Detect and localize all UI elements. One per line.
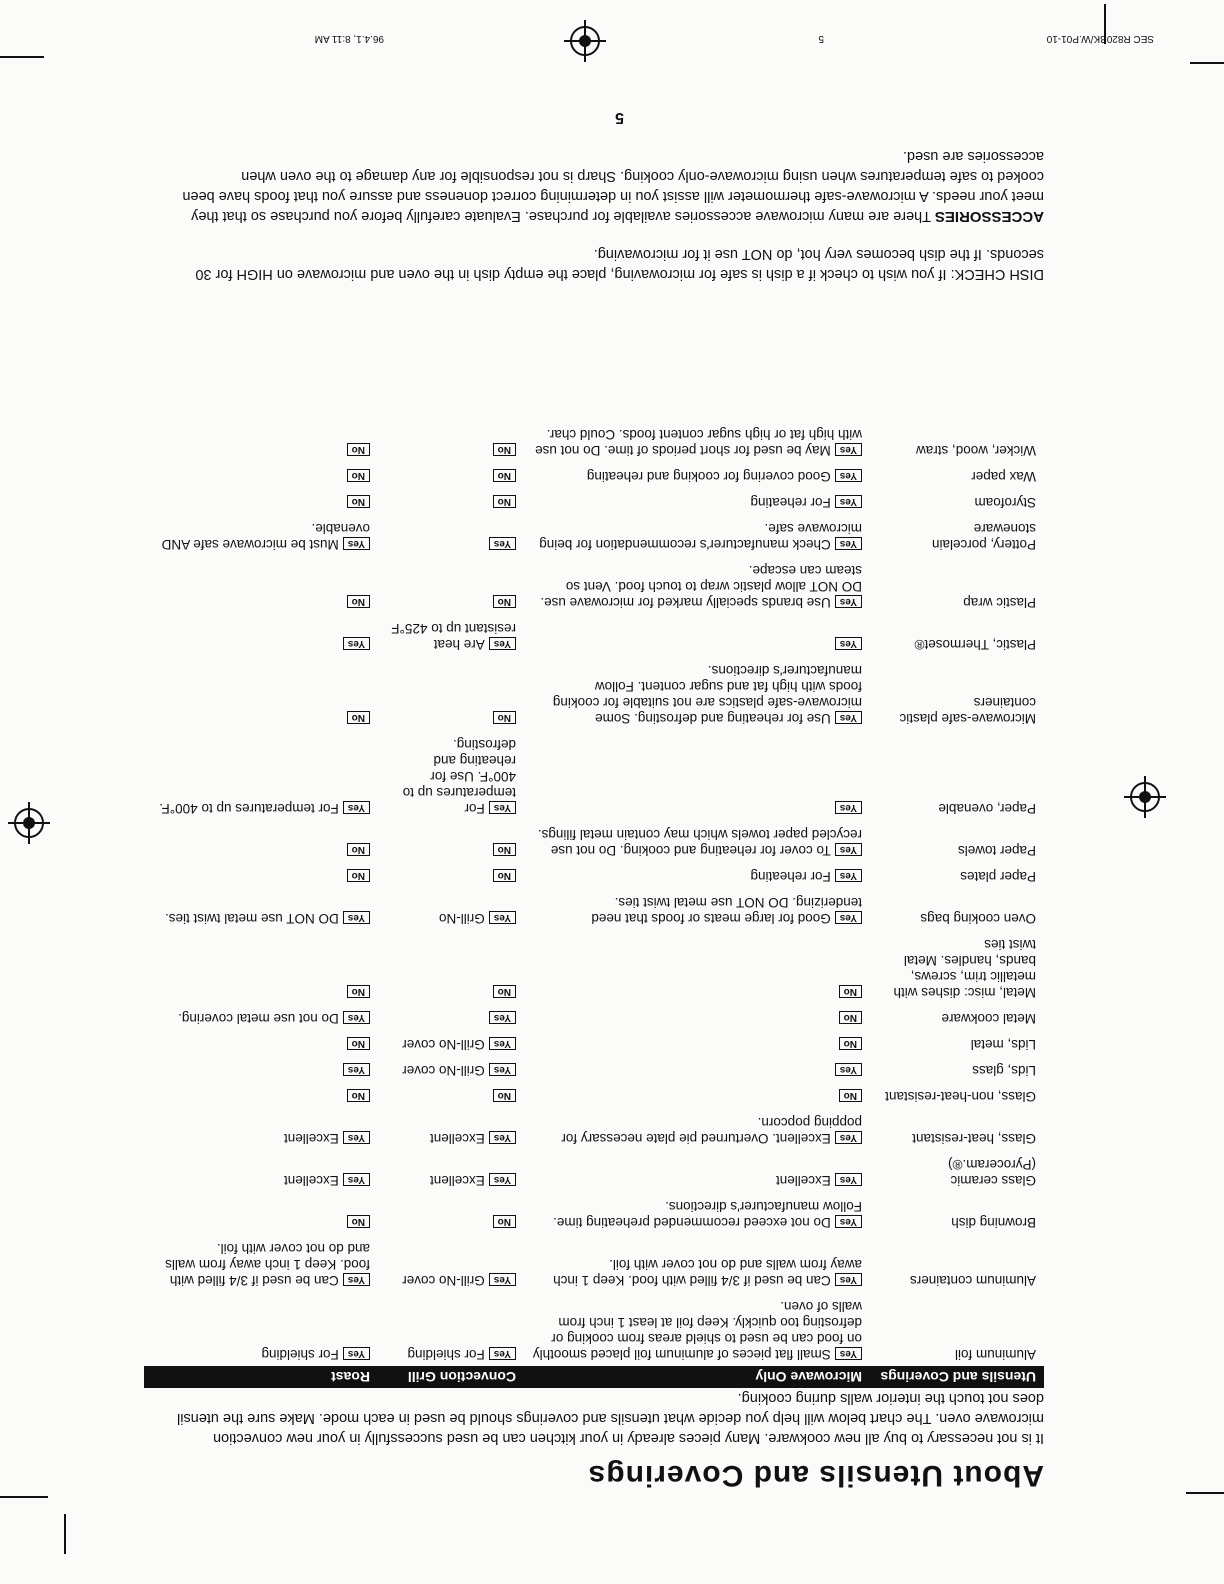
table-row xyxy=(144,930,1044,1004)
microwave-cell xyxy=(524,488,870,514)
convection-grill-note: Grill-No cover xyxy=(402,1063,485,1078)
utensil-name: Microwave-safe plastic containers xyxy=(899,695,1036,726)
roast-cell xyxy=(144,1082,378,1108)
accessories-label: ACCESSORIES xyxy=(934,208,1044,225)
table-row xyxy=(144,888,1044,930)
crop-mark xyxy=(0,1496,48,1498)
utensil-name: Glass ceramic (Pyroceram.®) xyxy=(948,1157,1036,1188)
table-row xyxy=(144,1082,1044,1108)
convection-grill-yes-no-badge: No xyxy=(493,1089,516,1102)
microwave-note: Good covering for cooking and reheating xyxy=(586,469,831,484)
crop-mark xyxy=(1186,1492,1224,1494)
convection-grill-cell xyxy=(378,930,524,1004)
microwave-cell xyxy=(524,820,870,862)
convection-grill-yes-no-badge: No xyxy=(493,443,516,456)
convection-grill-cell xyxy=(378,888,524,930)
registration-mark-icon xyxy=(570,26,600,56)
roast-note: Excellent xyxy=(283,1131,339,1146)
roast-cell xyxy=(144,1030,378,1056)
roast-yes-no-badge: Yes xyxy=(343,637,370,650)
microwave-yes-no-badge: Yes xyxy=(835,1131,862,1144)
table-row xyxy=(144,862,1044,888)
convection-grill-yes-no-badge: Yes xyxy=(489,1063,516,1076)
table-row xyxy=(144,514,1044,556)
convection-grill-cell xyxy=(378,556,524,614)
microwave-cell xyxy=(524,862,870,888)
convection-grill-yes-no-badge: Yes xyxy=(489,1011,516,1024)
table-row xyxy=(144,1150,1044,1192)
convection-grill-yes-no-badge: Yes xyxy=(489,637,516,650)
microwave-cell xyxy=(524,462,870,488)
roast-yes-no-badge: No xyxy=(347,869,370,882)
table-row xyxy=(144,656,1044,730)
microwave-cell xyxy=(524,420,870,462)
microwave-yes-no-badge: Yes xyxy=(835,595,862,608)
utensils-table xyxy=(144,420,1044,1388)
accessories-text: There are many microwave accessories available for purchase. Evaluate carefully before you purchase so that they meet your needs. A microwave-safe thermometer will assist you in determining correct doneness and assure you that foods have been cooked to safe temperatures when using microwave-only cooking. Sharp is not responsible for any damage to the oven when accessories are used. xyxy=(182,148,1044,224)
utensil-name: Metal cookware xyxy=(941,1011,1036,1026)
convection-grill-yes-no-badge: Yes xyxy=(489,911,516,924)
roast-yes-no-badge: Yes xyxy=(343,1173,370,1186)
convection-grill-cell xyxy=(378,514,524,556)
microwave-cell xyxy=(524,1234,870,1292)
convection-grill-cell xyxy=(378,1234,524,1292)
microwave-yes-no-badge: No xyxy=(839,1089,862,1102)
microwave-note: Use brands specially marked for microwave use. DO NOT allow plastic wrap to touch food. Vent so steam can escape. xyxy=(540,563,862,610)
utensil-name: Oven cooking bags xyxy=(920,911,1036,926)
microwave-yes-no-badge: Yes xyxy=(835,843,862,856)
utensil-name: Aluminum foil xyxy=(954,1347,1036,1362)
registration-mark-icon xyxy=(14,808,44,838)
roast-yes-no-badge: Yes xyxy=(343,1063,370,1076)
table-row xyxy=(144,1192,1044,1234)
microwave-yes-no-badge: Yes xyxy=(835,801,862,814)
microwave-cell xyxy=(524,1082,870,1108)
table-row xyxy=(144,730,1044,820)
roast-cell xyxy=(144,462,378,488)
microwave-cell xyxy=(524,930,870,1004)
footer-page: 5 xyxy=(818,33,824,44)
convection-grill-note: Grill-No cover xyxy=(402,1273,485,1288)
microwave-yes-no-badge: Yes xyxy=(835,637,862,650)
microwave-yes-no-badge: Yes xyxy=(835,495,862,508)
convection-grill-cell xyxy=(378,420,524,462)
footer-job-code: SEC R820BK/W.P01-10 xyxy=(1046,33,1154,44)
roast-yes-no-badge: No xyxy=(347,711,370,724)
table-row xyxy=(144,1030,1044,1056)
convection-grill-cell xyxy=(378,1056,524,1082)
microwave-yes-no-badge: Yes xyxy=(835,1215,862,1228)
convection-grill-yes-no-badge: Yes xyxy=(489,537,516,550)
roast-yes-no-badge: Yes xyxy=(343,1131,370,1144)
microwave-cell xyxy=(524,1150,870,1192)
roast-cell xyxy=(144,888,378,930)
roast-cell xyxy=(144,488,378,514)
table-row xyxy=(144,1234,1044,1292)
microwave-note: Small flat pieces of aluminum foil placed smoothly on food can be used to shield areas from cooking or defrosting too quickly. Keep foil at least 1 inch from walls of oven. xyxy=(532,1299,862,1362)
roast-cell xyxy=(144,556,378,614)
table-row xyxy=(144,462,1044,488)
roast-note: Excellent xyxy=(283,1173,339,1188)
convection-grill-note: Excellent xyxy=(429,1131,485,1146)
convection-grill-cell xyxy=(378,488,524,514)
convection-grill-cell xyxy=(378,1192,524,1234)
roast-yes-no-badge: Yes xyxy=(343,1273,370,1286)
microwave-cell xyxy=(524,514,870,556)
utensil-name: Wicker, wood, straw xyxy=(915,443,1036,458)
table-row xyxy=(144,820,1044,862)
microwave-note: Excellent. Overturned pie plate necessary for popping popcorn. xyxy=(561,1115,862,1146)
table-row xyxy=(144,1108,1044,1150)
utensil-name: Lids, glass xyxy=(972,1063,1036,1078)
microwave-yes-no-badge: Yes xyxy=(835,469,862,482)
roast-yes-no-badge: Yes xyxy=(343,911,370,924)
table-body xyxy=(144,420,1044,1366)
convection-grill-cell xyxy=(378,1004,524,1030)
microwave-yes-no-badge: Yes xyxy=(835,537,862,550)
roast-yes-no-badge: No xyxy=(347,985,370,998)
microwave-yes-no-badge: Yes xyxy=(835,1347,862,1360)
microwave-note: Use for reheating and defrosting. Some microwave-safe plastics are not suitable for cooking foods with high fat and sugar content. Follow manufacturer's directions. xyxy=(552,663,862,726)
convection-grill-note: Are heat resistant up to 425°F xyxy=(391,621,516,652)
microwave-note: For reheating xyxy=(750,495,831,510)
roast-cell xyxy=(144,1192,378,1234)
convection-grill-yes-no-badge: Yes xyxy=(489,1347,516,1360)
dish-check-note: DISH CHECK: If you wish to check if a dish is safe for microwaving, place the empty dish in the oven and microwave on HIGH for 30 seconds. If the dish becomes very hot, do NOT use it for microwaving. xyxy=(195,246,1044,282)
roast-cell xyxy=(144,614,378,656)
convection-grill-cell xyxy=(378,1030,524,1056)
microwave-yes-no-badge: Yes xyxy=(835,711,862,724)
roast-yes-no-badge: Yes xyxy=(343,1347,370,1360)
convection-grill-yes-no-badge: No xyxy=(493,843,516,856)
microwave-yes-no-badge: No xyxy=(839,985,862,998)
header-utensils: Utensils and Coverings xyxy=(870,1366,1044,1388)
convection-grill-yes-no-badge: No xyxy=(493,495,516,508)
roast-cell xyxy=(144,1056,378,1082)
roast-yes-no-badge: No xyxy=(347,469,370,482)
roast-yes-no-badge: No xyxy=(347,1215,370,1228)
table-row xyxy=(144,614,1044,656)
roast-note: DO NOT use metal twist ties. xyxy=(164,911,339,926)
microwave-note: To cover for reheating and cooking. Do not use recycled paper towels which may contain metal filings. xyxy=(537,827,862,858)
convection-grill-cell xyxy=(378,656,524,730)
utensil-name: Plastic wrap xyxy=(963,595,1036,610)
roast-cell xyxy=(144,1004,378,1030)
convection-grill-cell xyxy=(378,1292,524,1366)
microwave-note: Do not exceed recommended preheating time. Follow manufacturer's directions. xyxy=(553,1199,862,1230)
table-row xyxy=(144,1004,1044,1030)
convection-grill-cell xyxy=(378,820,524,862)
microwave-cell xyxy=(524,1192,870,1234)
microwave-yes-no-badge: Yes xyxy=(835,443,862,456)
page-number: 5 xyxy=(615,109,624,126)
convection-grill-yes-no-badge: No xyxy=(493,469,516,482)
roast-cell xyxy=(144,1292,378,1366)
utensil-name: Glass, non-heat-resistant xyxy=(885,1089,1036,1104)
intro-paragraph: It is not necessary to buy all new cookware. Many pieces already in your kitchen can be used successfully in your new convection microwave oven. The chart below will help you decide what utensils and coverings should be used in each mode. Make sure the utensil does not touch the interior walls during cooking. xyxy=(177,1390,1044,1446)
convection-grill-note: Grill-No cover xyxy=(402,1037,485,1052)
roast-cell xyxy=(144,514,378,556)
convection-grill-cell xyxy=(378,462,524,488)
header-microwave-only: Microwave Only xyxy=(524,1366,870,1388)
roast-cell xyxy=(144,656,378,730)
table-row xyxy=(144,1292,1044,1366)
microwave-yes-no-badge: No xyxy=(839,1037,862,1050)
utensil-name: Browning dish xyxy=(951,1215,1036,1230)
microwave-cell xyxy=(524,888,870,930)
utensil-name: Glass, heat-resistant xyxy=(912,1131,1036,1146)
roast-yes-no-badge: Yes xyxy=(343,801,370,814)
roast-yes-no-badge: No xyxy=(347,1037,370,1050)
table-row xyxy=(144,420,1044,462)
roast-yes-no-badge: Yes xyxy=(343,1011,370,1024)
roast-cell xyxy=(144,1150,378,1192)
utensil-name: Wax paper xyxy=(971,469,1036,484)
utensil-name: Styrofoam xyxy=(974,495,1036,510)
table-row xyxy=(144,488,1044,514)
accessories-note xyxy=(174,146,1044,226)
microwave-yes-no-badge: Yes xyxy=(835,869,862,882)
microwave-yes-no-badge: Yes xyxy=(835,1273,862,1286)
roast-note: Must be microwave safe AND ovenable. xyxy=(161,521,370,552)
footer-timestamp: 96.4.1, 8:11 AM xyxy=(314,33,384,44)
roast-note: For shielding xyxy=(261,1347,339,1362)
convection-grill-yes-no-badge: Yes xyxy=(489,801,516,814)
roast-cell xyxy=(144,1108,378,1150)
crop-mark xyxy=(64,1514,66,1554)
convection-grill-note: For shielding xyxy=(407,1347,485,1362)
convection-grill-note: Excellent xyxy=(429,1173,485,1188)
convection-grill-yes-no-badge: No xyxy=(493,1215,516,1228)
table-row xyxy=(144,1056,1044,1082)
roast-cell xyxy=(144,862,378,888)
microwave-cell xyxy=(524,1004,870,1030)
microwave-yes-no-badge: No xyxy=(839,1011,862,1024)
convection-grill-yes-no-badge: Yes xyxy=(489,1131,516,1144)
microwave-cell xyxy=(524,556,870,614)
convection-grill-cell xyxy=(378,730,524,820)
roast-note: Do not use metal covering. xyxy=(178,1011,339,1026)
roast-yes-no-badge: No xyxy=(347,1089,370,1102)
convection-grill-note: For temperatures up to 400°F. Use for reheating and defrosting. xyxy=(402,737,516,816)
microwave-yes-no-badge: Yes xyxy=(835,911,862,924)
convection-grill-yes-no-badge: No xyxy=(493,985,516,998)
convection-grill-cell xyxy=(378,1150,524,1192)
microwave-note: Can be used if 3/4 filled with food. Keep 1 inch away from walls and do not cover with foil. xyxy=(553,1257,862,1288)
utensil-name: Paper plates xyxy=(960,869,1036,884)
microwave-cell xyxy=(524,730,870,820)
convection-grill-yes-no-badge: Yes xyxy=(489,1273,516,1286)
roast-cell xyxy=(144,730,378,820)
convection-grill-yes-no-badge: No xyxy=(493,869,516,882)
crop-mark xyxy=(1190,62,1224,64)
convection-grill-yes-no-badge: Yes xyxy=(489,1037,516,1050)
page-title: About Utensils and Coverings xyxy=(587,1459,1044,1492)
roast-cell xyxy=(144,1234,378,1292)
microwave-note: Check manufacturer's recommendation for being microwave safe. xyxy=(539,521,862,552)
utensil-name: Aluminum containers xyxy=(909,1273,1036,1288)
roast-yes-no-badge: Yes xyxy=(343,537,370,550)
microwave-cell xyxy=(524,1292,870,1366)
roast-yes-no-badge: No xyxy=(347,595,370,608)
microwave-yes-no-badge: Yes xyxy=(835,1063,862,1076)
convection-grill-cell xyxy=(378,1082,524,1108)
microwave-cell xyxy=(524,656,870,730)
roast-yes-no-badge: No xyxy=(347,843,370,856)
convection-grill-cell xyxy=(378,614,524,656)
utensil-name: Lids, metal xyxy=(970,1037,1036,1052)
header-roast: Roast xyxy=(144,1366,378,1388)
utensil-name: Paper towels xyxy=(957,843,1036,858)
roast-note: Can be used if 3/4 filled with food. Keep 1 inch away from walls and do not cover with foil. xyxy=(165,1241,370,1288)
convection-grill-note: Grill-No xyxy=(439,911,485,926)
utensil-name: Plastic, Thermoset® xyxy=(914,637,1036,652)
header-convection-grill: Convection Grill xyxy=(378,1366,524,1388)
microwave-note: May be used for short periods of time. Do not use with high fat or high sugar content foods. Could char. xyxy=(535,427,862,458)
roast-note: For temperatures up to 400°F. xyxy=(159,801,339,816)
roast-yes-no-badge: No xyxy=(347,443,370,456)
roast-yes-no-badge: No xyxy=(347,495,370,508)
table-header-row xyxy=(144,1366,1044,1388)
convection-grill-yes-no-badge: Yes xyxy=(489,1173,516,1186)
microwave-note: Good for large meats or foods that need tenderizing. DO NOT use metal twist ties. xyxy=(591,895,862,926)
roast-cell xyxy=(144,930,378,1004)
roast-cell xyxy=(144,420,378,462)
crop-mark xyxy=(0,56,44,58)
microwave-cell xyxy=(524,1030,870,1056)
microwave-note: Excellent xyxy=(775,1173,831,1188)
microwave-yes-no-badge: Yes xyxy=(835,1173,862,1186)
microwave-cell xyxy=(524,1108,870,1150)
roast-cell xyxy=(144,820,378,862)
utensil-name: Paper, ovenable xyxy=(938,801,1036,816)
convection-grill-cell xyxy=(378,1108,524,1150)
microwave-cell xyxy=(524,1056,870,1082)
utensil-name: Metal, misc: dishes with metallic trim, screws, bands, handles. Metal twist ties xyxy=(893,937,1036,1000)
convection-grill-cell xyxy=(378,862,524,888)
registration-mark-icon xyxy=(1130,782,1160,812)
table-row xyxy=(144,556,1044,614)
convection-grill-yes-no-badge: No xyxy=(493,595,516,608)
microwave-cell xyxy=(524,614,870,656)
utensil-name: Pottery, porcelain stoneware xyxy=(931,521,1036,552)
convection-grill-yes-no-badge: No xyxy=(493,711,516,724)
microwave-note: For reheating xyxy=(750,869,831,884)
